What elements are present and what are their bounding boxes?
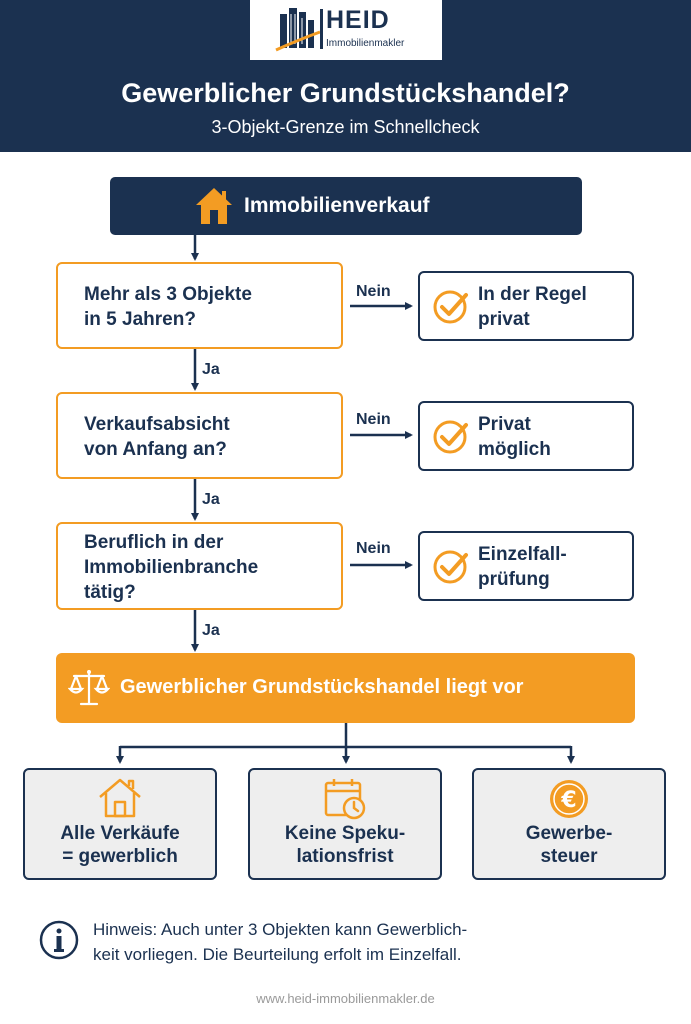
consequence-3-text: Gewerbe- steuer bbox=[525, 823, 613, 867]
house-icon bbox=[194, 185, 234, 227]
no-label-3: Nein bbox=[356, 540, 391, 557]
outcome-2-text: Privat möglich bbox=[478, 414, 551, 460]
question-3-box bbox=[56, 522, 343, 610]
footer-url[interactable]: www.heid-immobilienmakler.de bbox=[256, 991, 435, 1006]
euro-coin-icon bbox=[546, 777, 592, 821]
yes-label-3: Ja bbox=[202, 622, 220, 639]
outcome-3-box bbox=[418, 531, 634, 601]
note-text: Hinweis: Auch unter 3 Objekten kann Gewerblich- keit vorliegen. Die Beurteilung erfolt im Einzelfall. bbox=[93, 920, 468, 964]
result-node bbox=[56, 653, 635, 723]
svg-text:€: € bbox=[561, 788, 577, 813]
calendar-clock-icon bbox=[322, 777, 368, 821]
outcome-2-box bbox=[418, 401, 634, 471]
yes-label-2: Ja bbox=[202, 491, 220, 508]
yes-label-1: Ja bbox=[202, 361, 220, 378]
info-icon bbox=[38, 919, 80, 961]
scales-icon bbox=[68, 667, 110, 709]
question-2-text: Verkaufsabsicht von Anfang an? bbox=[84, 414, 230, 460]
brand-name: HEID bbox=[326, 6, 390, 34]
no-label-1: Nein bbox=[356, 283, 391, 300]
start-node bbox=[110, 177, 582, 235]
consequence-card-1 bbox=[23, 768, 217, 880]
outcome-1-box bbox=[418, 271, 634, 341]
consequence-card-2 bbox=[248, 768, 442, 880]
consequence-card-3 bbox=[472, 768, 666, 880]
outcome-3-text: Einzelfall- prüfung bbox=[478, 544, 567, 590]
question-2-box bbox=[56, 392, 343, 479]
house-outline-icon bbox=[97, 777, 143, 819]
check-circle-icon bbox=[432, 548, 470, 586]
consequence-2-text: Keine Speku- lationsfrist bbox=[284, 823, 406, 867]
check-circle-icon bbox=[432, 288, 470, 326]
page-title: Gewerblicher Grundstückshandel? bbox=[121, 78, 570, 108]
outcome-1-text: In der Regel privat bbox=[478, 284, 587, 330]
result-label: Gewerblicher Grundstückshandel liegt vor bbox=[120, 676, 524, 698]
page-subtitle: 3-Objekt-Grenze im Schnellcheck bbox=[211, 117, 480, 137]
consequence-1-text: Alle Verkäufe = gewerblich bbox=[60, 823, 180, 867]
question-1-box bbox=[56, 262, 343, 349]
no-label-2: Nein bbox=[356, 411, 391, 428]
question-1-text: Mehr als 3 Objekte in 5 Jahren? bbox=[84, 284, 252, 330]
start-label: Immobilienverkauf bbox=[244, 194, 430, 217]
question-3-text: Beruflich in der Immobilienbranche tätig? bbox=[84, 532, 259, 603]
check-circle-icon bbox=[432, 418, 470, 456]
brand-tagline: Immobilienmakler bbox=[326, 38, 405, 49]
